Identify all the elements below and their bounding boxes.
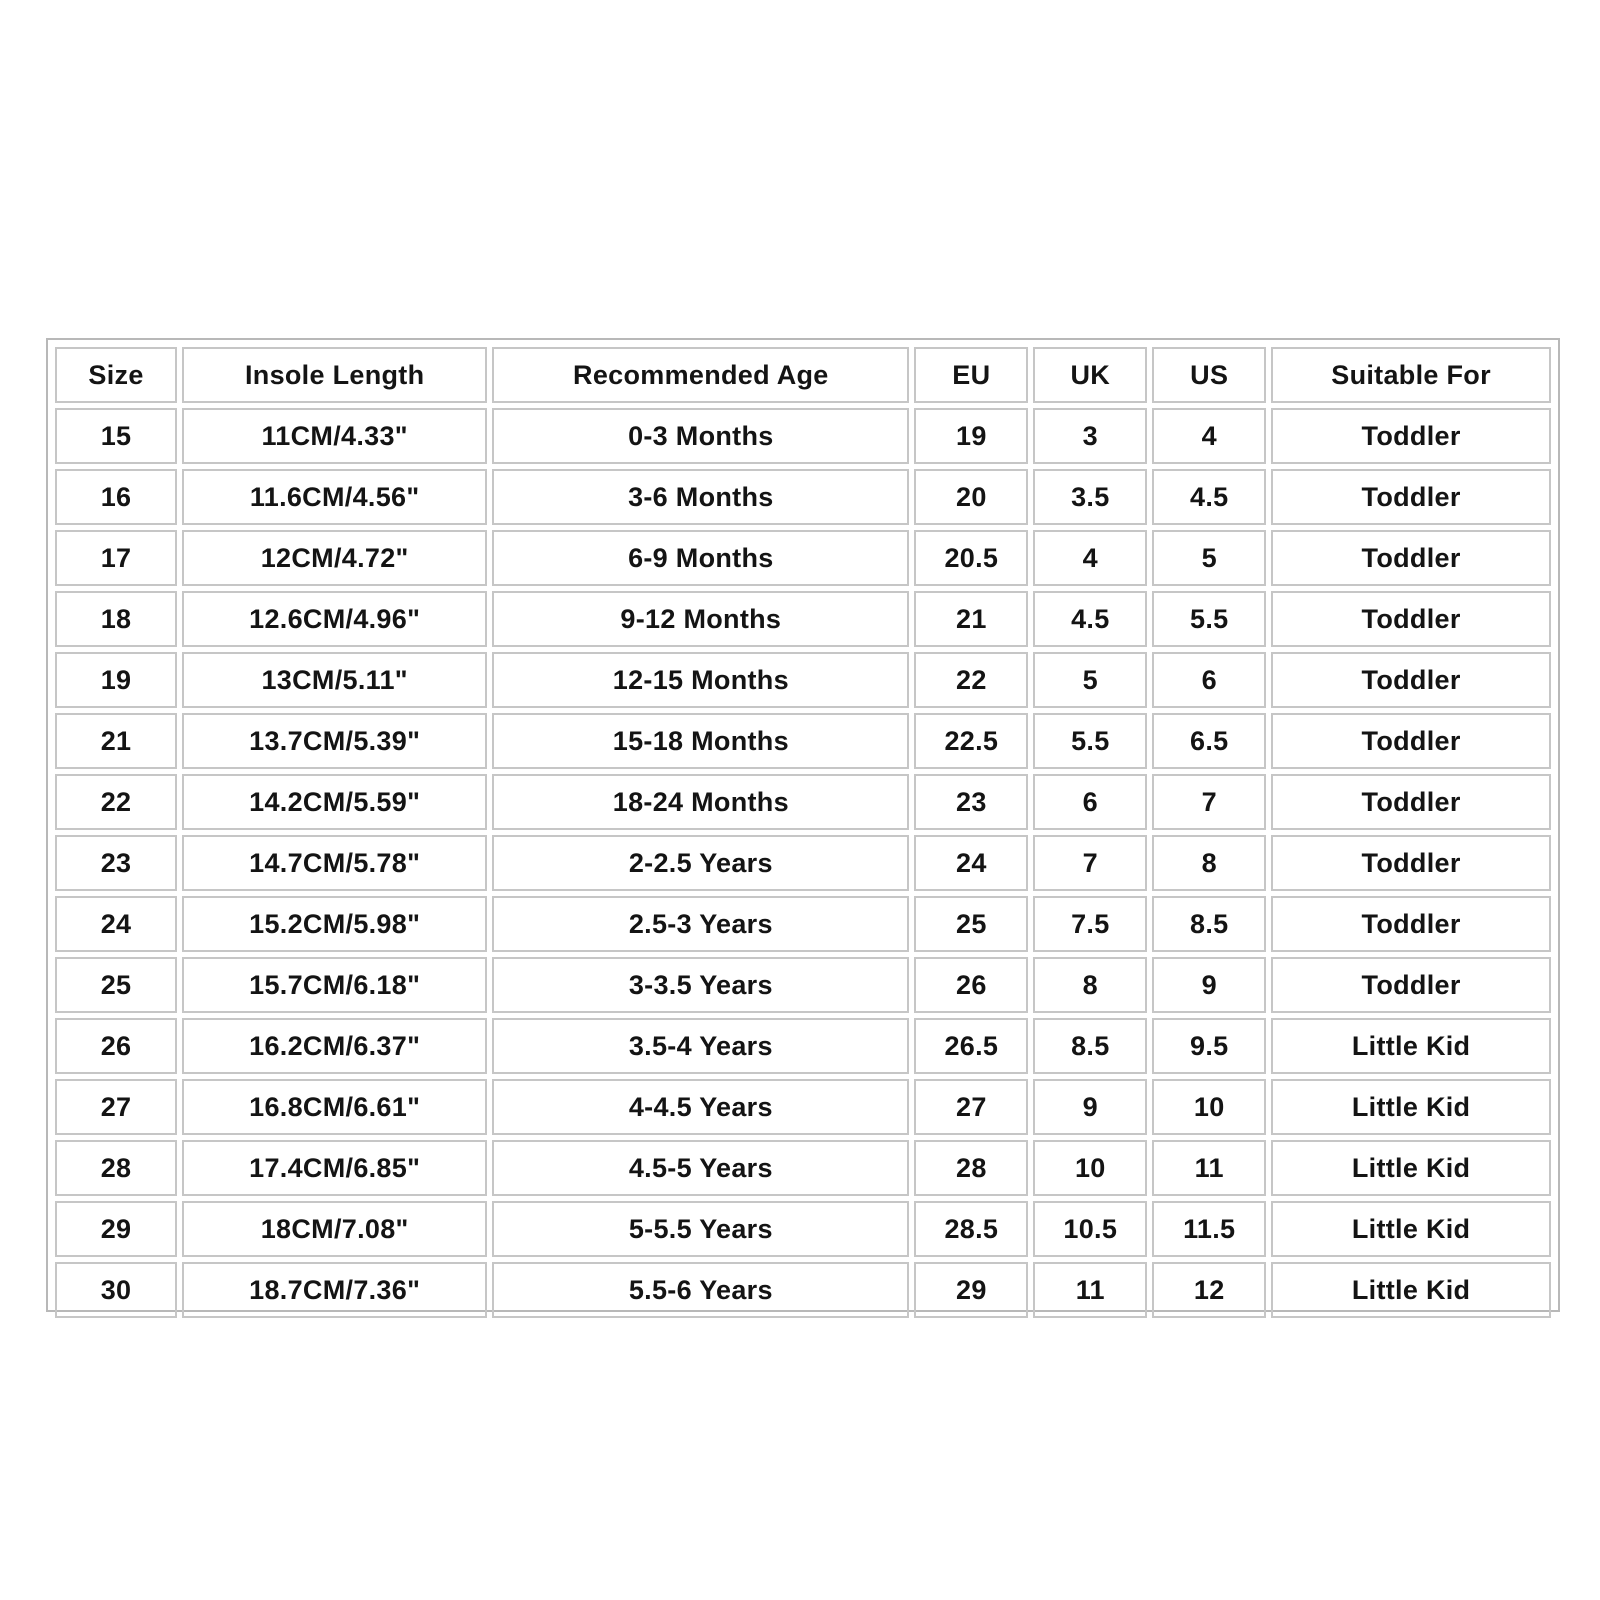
cell-us: 6 <box>1152 652 1266 708</box>
cell-recommended-age: 2-2.5 Years <box>492 835 909 891</box>
column-header-insole-length: Insole Length <box>182 347 487 403</box>
cell-insole-length: 11CM/4.33" <box>182 408 487 464</box>
cell-recommended-age: 5.5-6 Years <box>492 1262 909 1318</box>
cell-size: 23 <box>55 835 177 891</box>
cell-uk: 6 <box>1033 774 1147 830</box>
column-header-size: Size <box>55 347 177 403</box>
cell-suitable-for: Little Kid <box>1271 1262 1551 1318</box>
cell-us: 11.5 <box>1152 1201 1266 1257</box>
cell-us: 8.5 <box>1152 896 1266 952</box>
cell-eu: 26 <box>914 957 1028 1013</box>
cell-size: 22 <box>55 774 177 830</box>
cell-insole-length: 18.7CM/7.36" <box>182 1262 487 1318</box>
cell-us: 9 <box>1152 957 1266 1013</box>
cell-eu: 22.5 <box>914 713 1028 769</box>
cell-uk: 3 <box>1033 408 1147 464</box>
cell-recommended-age: 18-24 Months <box>492 774 909 830</box>
cell-recommended-age: 6-9 Months <box>492 530 909 586</box>
cell-size: 17 <box>55 530 177 586</box>
cell-uk: 8.5 <box>1033 1018 1147 1074</box>
cell-eu: 19 <box>914 408 1028 464</box>
column-header-eu: EU <box>914 347 1028 403</box>
table-row <box>55 469 1551 525</box>
cell-insole-length: 16.8CM/6.61" <box>182 1079 487 1135</box>
cell-insole-length: 15.7CM/6.18" <box>182 957 487 1013</box>
cell-recommended-age: 3-6 Months <box>492 469 909 525</box>
cell-size: 30 <box>55 1262 177 1318</box>
cell-eu: 26.5 <box>914 1018 1028 1074</box>
table-row <box>55 1140 1551 1196</box>
column-header-us: US <box>1152 347 1266 403</box>
cell-suitable-for: Little Kid <box>1271 1079 1551 1135</box>
column-header-suitable-for: Suitable For <box>1271 347 1551 403</box>
cell-uk: 5 <box>1033 652 1147 708</box>
table-row <box>55 835 1551 891</box>
cell-eu: 22 <box>914 652 1028 708</box>
cell-recommended-age: 3.5-4 Years <box>492 1018 909 1074</box>
cell-recommended-age: 5-5.5 Years <box>492 1201 909 1257</box>
cell-uk: 8 <box>1033 957 1147 1013</box>
cell-suitable-for: Toddler <box>1271 957 1551 1013</box>
cell-us: 12 <box>1152 1262 1266 1318</box>
cell-suitable-for: Toddler <box>1271 408 1551 464</box>
cell-suitable-for: Little Kid <box>1271 1018 1551 1074</box>
column-header-recommended-age: Recommended Age <box>492 347 909 403</box>
cell-size: 19 <box>55 652 177 708</box>
cell-uk: 4.5 <box>1033 591 1147 647</box>
cell-suitable-for: Toddler <box>1271 896 1551 952</box>
cell-us: 4.5 <box>1152 469 1266 525</box>
table-row <box>55 591 1551 647</box>
table-row <box>55 1018 1551 1074</box>
cell-eu: 24 <box>914 835 1028 891</box>
cell-insole-length: 18CM/7.08" <box>182 1201 487 1257</box>
cell-us: 7 <box>1152 774 1266 830</box>
cell-suitable-for: Toddler <box>1271 713 1551 769</box>
cell-recommended-age: 15-18 Months <box>492 713 909 769</box>
cell-insole-length: 12.6CM/4.96" <box>182 591 487 647</box>
size-chart-frame <box>46 338 1560 1312</box>
cell-insole-length: 15.2CM/5.98" <box>182 896 487 952</box>
cell-suitable-for: Toddler <box>1271 652 1551 708</box>
header-row <box>55 347 1551 403</box>
cell-insole-length: 11.6CM/4.56" <box>182 469 487 525</box>
cell-size: 18 <box>55 591 177 647</box>
cell-uk: 10 <box>1033 1140 1147 1196</box>
cell-us: 10 <box>1152 1079 1266 1135</box>
cell-uk: 3.5 <box>1033 469 1147 525</box>
table-row <box>55 1079 1551 1135</box>
cell-uk: 9 <box>1033 1079 1147 1135</box>
cell-recommended-age: 12-15 Months <box>492 652 909 708</box>
cell-suitable-for: Toddler <box>1271 774 1551 830</box>
table-row <box>55 957 1551 1013</box>
cell-size: 21 <box>55 713 177 769</box>
cell-size: 16 <box>55 469 177 525</box>
cell-suitable-for: Toddler <box>1271 835 1551 891</box>
cell-size: 28 <box>55 1140 177 1196</box>
cell-us: 4 <box>1152 408 1266 464</box>
cell-recommended-age: 9-12 Months <box>492 591 909 647</box>
cell-insole-length: 12CM/4.72" <box>182 530 487 586</box>
size-chart-table <box>50 342 1556 1323</box>
table-row <box>55 408 1551 464</box>
table-body <box>55 408 1551 1318</box>
cell-us: 11 <box>1152 1140 1266 1196</box>
cell-recommended-age: 3-3.5 Years <box>492 957 909 1013</box>
cell-us: 9.5 <box>1152 1018 1266 1074</box>
cell-size: 26 <box>55 1018 177 1074</box>
cell-size: 15 <box>55 408 177 464</box>
cell-us: 6.5 <box>1152 713 1266 769</box>
cell-suitable-for: Toddler <box>1271 530 1551 586</box>
cell-eu: 28 <box>914 1140 1028 1196</box>
cell-uk: 7 <box>1033 835 1147 891</box>
column-header-uk: UK <box>1033 347 1147 403</box>
cell-uk: 7.5 <box>1033 896 1147 952</box>
cell-eu: 29 <box>914 1262 1028 1318</box>
cell-uk: 5.5 <box>1033 713 1147 769</box>
cell-eu: 23 <box>914 774 1028 830</box>
cell-recommended-age: 0-3 Months <box>492 408 909 464</box>
cell-insole-length: 16.2CM/6.37" <box>182 1018 487 1074</box>
cell-suitable-for: Little Kid <box>1271 1140 1551 1196</box>
cell-suitable-for: Little Kid <box>1271 1201 1551 1257</box>
cell-uk: 10.5 <box>1033 1201 1147 1257</box>
cell-size: 25 <box>55 957 177 1013</box>
cell-uk: 4 <box>1033 530 1147 586</box>
cell-recommended-age: 2.5-3 Years <box>492 896 909 952</box>
cell-us: 8 <box>1152 835 1266 891</box>
cell-eu: 20.5 <box>914 530 1028 586</box>
table-row <box>55 1262 1551 1318</box>
cell-uk: 11 <box>1033 1262 1147 1318</box>
cell-suitable-for: Toddler <box>1271 591 1551 647</box>
table-row <box>55 530 1551 586</box>
cell-insole-length: 14.7CM/5.78" <box>182 835 487 891</box>
cell-eu: 25 <box>914 896 1028 952</box>
table-row <box>55 652 1551 708</box>
cell-insole-length: 13CM/5.11" <box>182 652 487 708</box>
table-row <box>55 896 1551 952</box>
cell-insole-length: 14.2CM/5.59" <box>182 774 487 830</box>
table-row <box>55 713 1551 769</box>
table-row <box>55 774 1551 830</box>
cell-size: 27 <box>55 1079 177 1135</box>
cell-recommended-age: 4-4.5 Years <box>492 1079 909 1135</box>
cell-suitable-for: Toddler <box>1271 469 1551 525</box>
table-row <box>55 1201 1551 1257</box>
cell-eu: 21 <box>914 591 1028 647</box>
cell-us: 5.5 <box>1152 591 1266 647</box>
cell-size: 24 <box>55 896 177 952</box>
cell-size: 29 <box>55 1201 177 1257</box>
cell-eu: 27 <box>914 1079 1028 1135</box>
cell-insole-length: 17.4CM/6.85" <box>182 1140 487 1196</box>
cell-eu: 20 <box>914 469 1028 525</box>
cell-recommended-age: 4.5-5 Years <box>492 1140 909 1196</box>
cell-insole-length: 13.7CM/5.39" <box>182 713 487 769</box>
cell-eu: 28.5 <box>914 1201 1028 1257</box>
cell-us: 5 <box>1152 530 1266 586</box>
